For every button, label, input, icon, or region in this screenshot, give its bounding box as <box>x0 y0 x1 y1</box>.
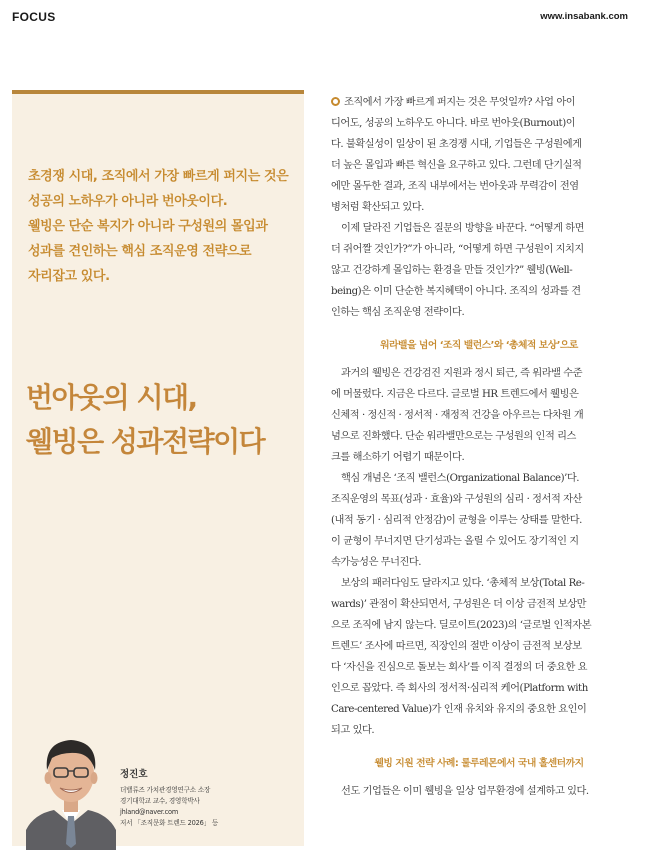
article-line: 인으로 꼽았다. 즉 회사의 정서적·심리적 케어(Platform with <box>331 683 588 694</box>
section-subheading: 웰빙 지원 전략 사례: 룰루레몬에서 국내 홀센터까지 <box>374 758 584 769</box>
section-label: FOCUS <box>12 10 56 24</box>
article-headline <box>26 376 301 464</box>
page-header <box>12 8 628 28</box>
article-line: 트렌드’ 조사에 따르면, 직장인의 절반 이상이 금전적 보상보 <box>331 641 582 652</box>
headline-line: 웰빙은 성과전략이다 <box>26 425 265 458</box>
article-line: 더 쥐어짤 것인가?”가 아니라, “어떻게 하면 구성원이 지치지 <box>331 244 584 255</box>
author-name: 정진호 <box>120 769 148 780</box>
site-url[interactable]: www.insabank.com <box>540 11 628 22</box>
article-line: Care-centered Value)가 인재 유치와 유지의 중요한 요인이 <box>331 704 587 715</box>
intro-panel <box>12 90 304 846</box>
author-book: 저서 「조직문화 트렌드 2026」 등 <box>120 819 219 827</box>
article-line: 에만 몰두한 결과, 조직 내부에서는 번아웃과 무력감이 전염 <box>331 181 579 192</box>
author-photo <box>26 726 116 850</box>
article-line: 보상의 패러다임도 달라지고 있다. ‘총체적 보상(Total Re- <box>341 578 585 589</box>
article-line: 념으로 진화했다. 단순 워라밸만으로는 구성원의 인적 리스 <box>331 431 576 442</box>
article-line: 이제 달라진 기업들은 질문의 방향을 바꾼다. “어떻게 하면 <box>341 223 585 234</box>
author-portrait-image <box>26 726 116 850</box>
article-line: 다. 불확실성이 일상이 된 초경쟁 시대, 기업들은 구성원에게 <box>331 139 582 150</box>
article-line: 병처럼 확산되고 있다. <box>331 202 424 213</box>
article-line: 더 높은 몰입과 빠른 혁신을 요구하고 있다. 그런데 단기실적 <box>331 160 582 171</box>
article-line: 에 머물렀다. 지금은 다르다. 글로벌 HR 트렌드에서 웰빙은 <box>331 389 579 400</box>
article-line <box>331 92 627 113</box>
article-body <box>331 92 627 802</box>
author-affiliation: 경기대학교 교수, 경영학박사 <box>120 797 200 805</box>
bullet-circle-icon <box>331 97 340 106</box>
lead-line: 성공의 노하우가 아니라 번아웃이다. <box>28 194 228 209</box>
lead-line: 초경쟁 시대, 조직에서 가장 빠르게 퍼지는 것은 <box>28 169 289 184</box>
article-line: 으로 조직에 남지 않는다. 딜로이트(2023)의 ‘글로벌 인적자본 <box>331 620 592 631</box>
lead-line: 자리잡고 있다. <box>28 269 110 284</box>
section-subheading: 워라밸을 넘어 ‘조직 밸런스’와 ‘총체적 보상’으로 <box>380 340 578 351</box>
article-line: 디어도, 성공의 노하우도 아니다. 바로 번아웃(Burnout)이 <box>331 118 576 129</box>
article-line: 크를 해소하기 어렵기 때문이다. <box>331 452 465 463</box>
article-line: 이 균형이 무너지면 단기성과는 올릴 수 있어도 장기적인 지 <box>331 536 579 547</box>
article-text: 조직에서 가장 빠르게 퍼지는 것은 무엇일까? 사업 아이 <box>344 97 576 108</box>
article-line: 않고 건강하게 몰입하는 환경을 만들 것인가?” 웰빙(Well- <box>331 265 573 276</box>
author-info <box>120 766 300 829</box>
article-line: 신체적 · 정신적 · 정서적 · 재정적 건강을 아우르는 다차원 개 <box>331 410 584 421</box>
author-title: 더밸류즈 가치관경영연구소 소장 <box>120 786 211 794</box>
lead-line: 웰빙은 단순 복지가 아니라 구성원의 몰입과 <box>28 219 268 234</box>
article-line: wards)’ 관점이 확산되면서, 구성원은 더 이상 금전적 보상만 <box>331 599 586 610</box>
headline-line: 번아웃의 시대, <box>26 381 197 414</box>
lead-summary <box>28 164 298 289</box>
article-line: 다 ‘자신을 진심으로 돌보는 회사’를 이직 결정의 더 중요한 요 <box>331 662 588 673</box>
author-email[interactable]: jhland@naver.com <box>120 808 179 816</box>
lead-line: 성과를 견인하는 핵심 조직운영 전략으로 <box>28 244 252 259</box>
article-line: 인하는 핵심 조직운영 전략이다. <box>331 307 465 318</box>
article-line: 되고 있다. <box>331 725 375 736</box>
article-line: 과거의 웰빙은 건강검진 지원과 정시 퇴근, 즉 워라밸 수준 <box>341 368 583 379</box>
article-line: 핵심 개념은 ‘조직 밸런스(Organizational Balance)’다. <box>341 473 580 484</box>
article-line: (내적 동기 · 심리적 안정감)이 균형을 이루는 상태를 말한다. <box>331 515 582 526</box>
article-line: 선도 기업들은 이미 웰빙을 일상 업무환경에 설계하고 있다. <box>341 786 589 797</box>
article-line: 조직운영의 목표(성과 · 효율)와 구성원의 심리 · 정서적 자산 <box>331 494 582 505</box>
article-line: being)은 이미 단순한 복지혜택이 아니다. 조직의 성과를 견 <box>331 286 581 297</box>
article-line: 속가능성은 무너진다. <box>331 557 422 568</box>
